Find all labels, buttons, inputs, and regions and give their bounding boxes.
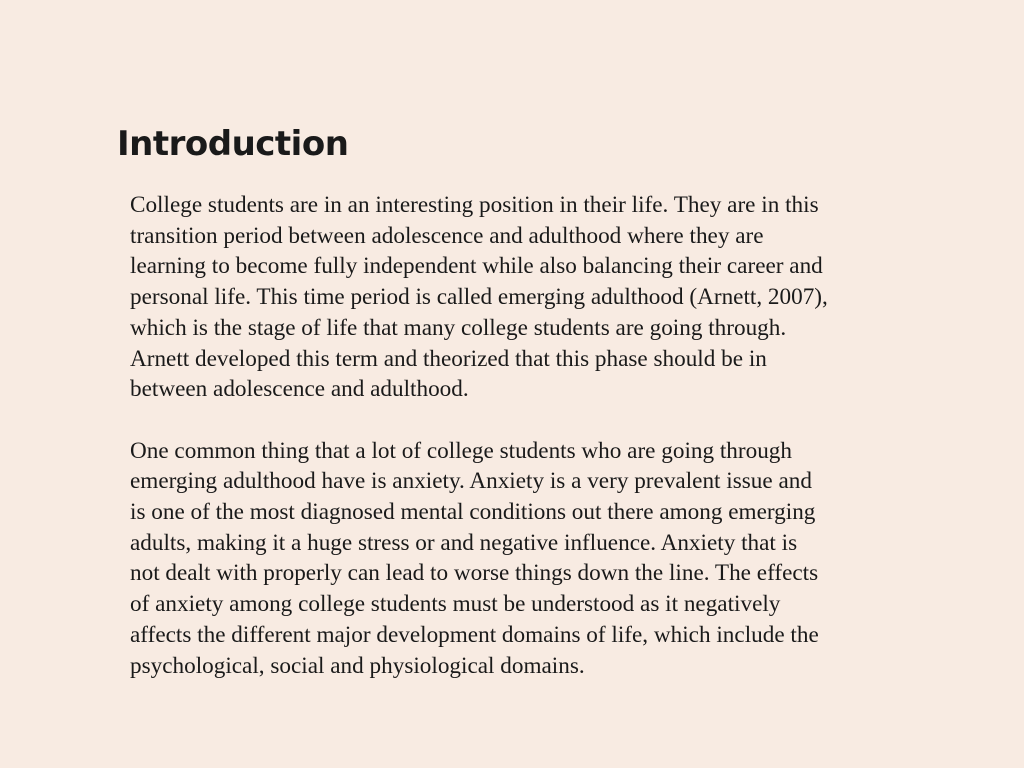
- text-line: is one of the most diagnosed mental conditions out there among emerging: [130, 499, 816, 526]
- paragraph-gap: [130, 405, 920, 436]
- paragraph-2: [130, 436, 920, 682]
- slide-title: Introduction: [117, 124, 349, 164]
- text-line: affects the different major development domains of life, which include the: [130, 621, 819, 648]
- text-line: learning to become fully independent while also balancing their career and: [130, 253, 823, 280]
- text-line: College students are in an interesting position in their life. They are in this: [130, 192, 819, 218]
- paragraph-1: [130, 190, 920, 405]
- text-line: adults, making it a huge stress or and negative influence. Anxiety that is: [130, 529, 798, 556]
- text-line: emerging adulthood have is anxiety. Anxiety is a very prevalent issue and: [130, 468, 812, 495]
- text-line: Arnett developed this term and theorized that this phase should be in: [130, 345, 767, 372]
- text-line: not dealt with properly can lead to worse things down the line. The effects: [130, 560, 819, 587]
- text-line: which is the stage of life that many college students are going through.: [130, 314, 787, 341]
- text-line: of anxiety among college students must be understood as it negatively: [130, 591, 781, 618]
- text-line: psychological, social and physiological domains.: [130, 652, 585, 679]
- slide-body: [130, 190, 920, 681]
- text-line: transition period between adolescence and adulthood where they are: [130, 222, 764, 249]
- text-line: between adolescence and adulthood.: [130, 376, 469, 403]
- text-line: One common thing that a lot of college students who are going through: [130, 437, 792, 464]
- text-line: personal life. This time period is called emerging adulthood (Arnett, 2007),: [130, 284, 828, 311]
